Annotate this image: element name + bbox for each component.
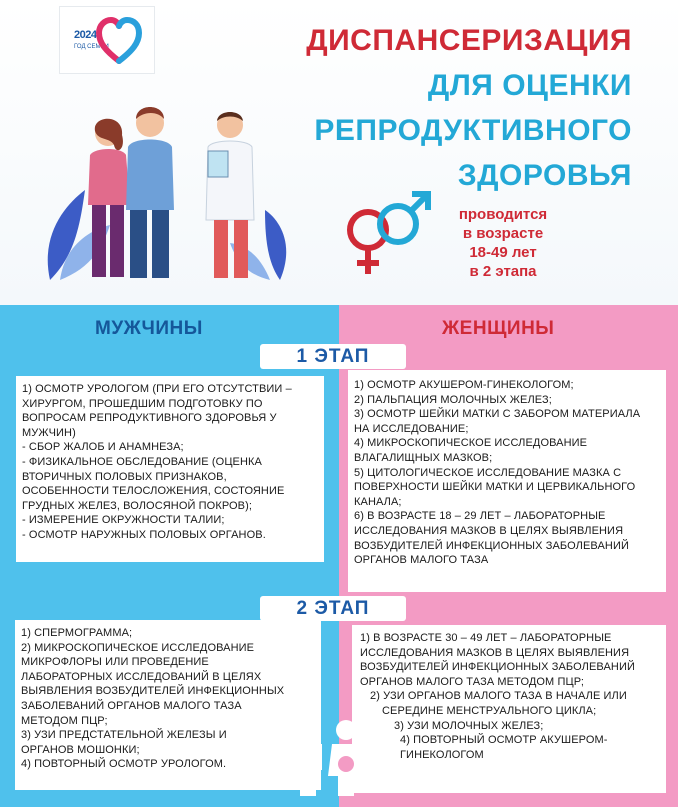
list-item: ОРГАНОВ МАЛОГО ТАЗА (354, 554, 489, 567)
gender-symbols-icon (340, 190, 440, 280)
list-item: - ОСМОТР НАРУЖНЫХ ПОЛОВЫХ ОРГАНОВ. (22, 528, 266, 541)
stage-2-label: 2 ЭТАП (260, 596, 406, 621)
list-item: ПОВЕРХНОСТИ ШЕЙКИ МАТКИ И ЦЕРВИКАЛЬНОГО (354, 481, 636, 494)
stage-2-men-card (15, 620, 321, 790)
list-item: 4) ПОВТОРНЫЙ ОСМОТР УРОЛОГОМ. (21, 758, 227, 771)
list-item: 2) УЗИ ОРГАНОВ МАЛОГО ТАЗА В НАЧАЛЕ ИЛИ (370, 690, 627, 703)
list-item: МУЖЧИН) (22, 426, 76, 439)
logo-subtitle: ГОД СЕМЬИ (74, 44, 109, 50)
page-title (306, 18, 632, 198)
list-item: 1) ОСМОТР АКУШЕРОМ-ГИНЕКОЛОГОМ; (354, 379, 574, 391)
age-line-4: в 2 этапа (469, 263, 537, 280)
title-line-4: ЗДОРОВЬЯ (457, 159, 632, 192)
family-icon (282, 718, 374, 798)
list-item: 3) УЗИ МОЛОЧНЫХ ЖЕЛЕЗ; (394, 719, 544, 732)
stage-2-women-card (352, 625, 666, 793)
list-item: ИССЛЕДОВАНИЯ МАЗКОВ В ЦЕЛЯХ ВЫЯВЛЕНИЯ (354, 524, 624, 537)
logo-year: 2024 (74, 29, 97, 41)
title-line-3: РЕПРОДУКТИВНОГО (314, 114, 632, 147)
list-item: 5) ЦИТОЛОГИЧЕСКОЕ ИССЛЕДОВАНИЕ МАЗКА С (354, 466, 622, 479)
list-item: ЗАБОЛЕВАНИЙ ОРГАНОВ МАЛОГО ТАЗА (21, 699, 242, 712)
list-item: 1) В ВОЗРАСТЕ 30 – 49 ЛЕТ – ЛАБОРАТОРНЫЕ (360, 632, 612, 644)
men-heading: МУЖЧИНЫ (95, 318, 203, 339)
stage-1-women-card (348, 370, 666, 592)
list-item: 1) ОСМОТР УРОЛОГОМ (ПРИ ЕГО ОТСУТСТВИИ – (22, 383, 292, 395)
list-item: ОРГАНОВ МАЛОГО ТАЗА МЕТОДОМ ПЦР; (360, 675, 585, 688)
list-item: 2) ПАЛЬПАЦИЯ МОЛОЧНЫХ ЖЕЛЕЗ; (354, 393, 552, 406)
list-item: - СБОР ЖАЛОБ И АНАМНЕЗА; (22, 441, 184, 454)
list-item: ВЫЯВЛЕНИЯ ВОЗБУДИТЕЛЕЙ ИНФЕКЦИОННЫХ (21, 685, 285, 698)
man-figure (126, 107, 174, 278)
list-item: ОСОБЕННОСТИ ТЕЛОСЛОЖЕНИЯ, СОСТОЯНИЕ (22, 485, 285, 498)
logo (59, 6, 155, 74)
list-item: 4) ПОВТОРНЫЙ ОСМОТР АКУШЕРОМ- (400, 734, 608, 747)
list-item: ВОПРОСАМ РЕПРОДУКТИВНОГО ЗДОРОВЬЯ У (22, 412, 277, 425)
title-line-2: ДЛЯ ОЦЕНКИ (427, 69, 632, 102)
list-item: ХИРУРГОМ, ПРОШЕДШИМ ПОДГОТОВКУ ПО (22, 397, 263, 410)
age-line-3: 18-49 лет (469, 244, 537, 261)
stage-1-men-card (16, 376, 324, 562)
list-item: ЛАБОРАТОРНЫХ ИССЛЕДОВАНИЙ В ЦЕЛЯХ (21, 670, 262, 683)
list-item: - ИЗМЕРЕНИЕ ОКРУЖНОСТИ ТАЛИИ; (22, 514, 225, 527)
list-item: ИССЛЕДОВАНИЯ МАЗКОВ В ЦЕЛЯХ ВЫЯВЛЕНИЯ (360, 646, 630, 659)
list-item: КАНАЛА; (354, 495, 402, 508)
list-item: ВТОРИЧНЫХ ПОЛОВЫХ ПРИЗНАКОВ, (22, 470, 227, 483)
list-item: ГРУДНЫХ ЖЕЛЕЗ, ВОЛОСЯНОЙ ПОКРОВ); (22, 499, 253, 512)
age-line-2: в возрасте (462, 225, 544, 242)
list-item: МЕТОДОМ ПЦР; (21, 714, 108, 727)
age-line-1: проводится (458, 206, 548, 223)
list-item: 2) МИКРОСКОПИЧЕСКОЕ ИССЛЕДОВАНИЕ (21, 641, 255, 654)
list-item: 3) ОСМОТР ШЕЙКИ МАТКИ С ЗАБОРОМ МАТЕРИАЛА (354, 408, 641, 421)
list-item: ВЛАГАЛИЩНЫХ МАЗКОВ; (354, 451, 493, 464)
age-info (448, 205, 558, 281)
people-illustration (40, 95, 300, 295)
doctor-figure (206, 112, 254, 278)
list-item: 3) УЗИ ПРЕДСТАТЕЛЬНОЙ ЖЕЛЕЗЫ И (21, 729, 227, 742)
list-item: 4) МИКРОСКОПИЧЕСКОЕ ИССЛЕДОВАНИЕ (354, 437, 588, 450)
stage-1-label: 1 ЭТАП (260, 344, 406, 369)
woman-figure (88, 119, 130, 277)
list-item: СЕРЕДИНЕ МЕНСТРУАЛЬНОГО ЦИКЛА; (382, 704, 597, 717)
title-line-1: ДИСПАНСЕРИЗАЦИЯ (306, 24, 632, 57)
list-item: ОРГАНОВ МОШОНКИ; (21, 743, 140, 756)
list-item: МИКРОФЛОРЫ ИЛИ ПРОВЕДЕНИЕ (21, 656, 209, 669)
list-item: - ФИЗИКАЛЬНОЕ ОБСЛЕДОВАНИЕ (ОЦЕНКА (22, 455, 262, 468)
list-item: НА ИССЛЕДОВАНИЕ; (354, 422, 469, 435)
heart-logo-icon (96, 17, 142, 65)
list-item: 6) В ВОЗРАСТЕ 18 – 29 ЛЕТ – ЛАБОРАТОРНЫЕ (354, 510, 606, 523)
list-item: ВОЗБУДИТЕЛЕЙ ИНФЕКЦИОННЫХ ЗАБОЛЕВАНИЙ (354, 539, 629, 552)
list-item: 1) СПЕРМОГРАММА; (21, 627, 133, 639)
women-heading: ЖЕНЩИНЫ (442, 318, 555, 339)
list-item: ГИНЕКОЛОГОМ (400, 748, 484, 761)
list-item: ВОЗБУДИТЕЛЕЙ ИНФЕКЦИОННЫХ ЗАБОЛЕВАНИЙ (360, 661, 635, 674)
